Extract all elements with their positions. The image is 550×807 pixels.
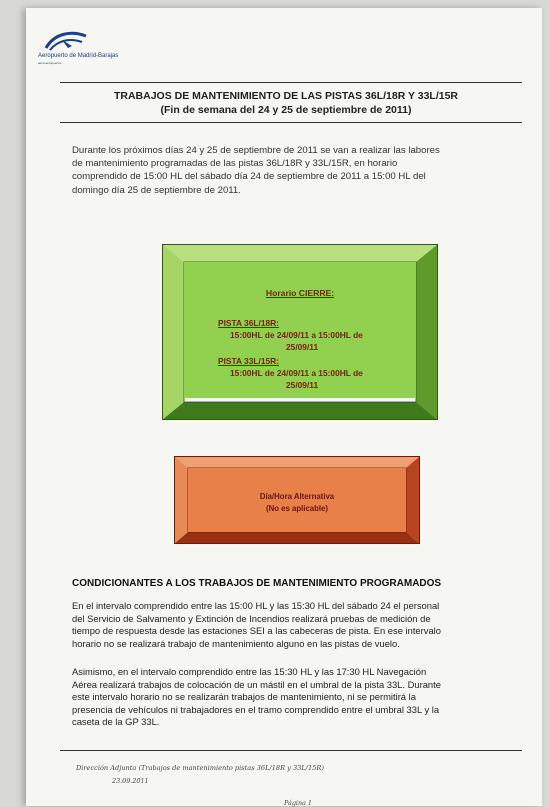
alternative-heading: Día/Hora Alternativa xyxy=(259,492,335,501)
runway1-time-line2: 25/09/11 xyxy=(286,342,319,352)
footer-date: 23.09.2011 xyxy=(112,777,149,785)
logo-subtext: aena aeropuertos xyxy=(38,61,62,65)
runway1-label: PISTA 36L/18R: xyxy=(218,318,279,328)
document-page xyxy=(26,8,542,806)
paragraph-line: este intervalo horario no se realizarán trabajos de mantenimiento, ni se permitirá la xyxy=(72,691,416,703)
conditions-paragraph-1 xyxy=(72,600,528,650)
footer-rule xyxy=(60,750,522,751)
paragraph-line: Aérea realizará trabajos de colocación de un mástil en el umbral de la pista 33L. Durante xyxy=(72,678,441,690)
page-number: Página 1 xyxy=(284,799,312,807)
paragraph-line: tiempo de respuesta desde las estaciones SEI a las cabeceras de pista. En ese intervalo xyxy=(72,625,441,637)
paragraph-line: caseta de la GP 33L. xyxy=(72,716,160,728)
document-subtitle: (Fin de semana del 24 y 25 de septiembre de 2011) xyxy=(160,104,412,116)
logo-text: Aeropuerto de Madrid-Barajas xyxy=(38,53,119,59)
runway2-label: PISTA 33L/15R: xyxy=(218,356,279,366)
intro-line: de mantenimiento programadas de las pistas 36L/18R y 33L/15R, en horario xyxy=(72,158,398,170)
paragraph-line: horario no se realizará trabajo de mantenimiento alguno en las pistas de vuelo. xyxy=(72,637,400,649)
aena-logo-icon xyxy=(44,28,88,54)
footer-note: Dirección Adjunta (Trabajos de mantenimiento pistas 36L/18R y 33L/15R) xyxy=(76,764,324,772)
alternative-box-face xyxy=(188,468,406,532)
closure-schedule-box xyxy=(162,244,438,420)
intro-line: Durante los próximos días 24 y 25 de septiembre de 2011 se van a realizar las labores xyxy=(72,145,440,156)
paragraph-line: En el intervalo comprendido entre las 15:00 HL y las 15:30 HL del sábado 24 el personal xyxy=(72,600,440,611)
intro-line: comprendido de 15:00 HL del sábado día 24 de septiembre de 2011 a 15:00 HL del xyxy=(72,171,426,183)
runway2-time-line2: 25/09/11 xyxy=(286,380,319,390)
runway2-time-line1: 15:00HL de 24/09/11 a 15:00HL de xyxy=(230,368,363,378)
paragraph-line: Asimismo, en el intervalo comprendido entre las 15:30 HL y las 17:30 HL Navegación xyxy=(72,666,427,677)
title-bottom-rule xyxy=(60,122,522,123)
airport-logo xyxy=(38,28,158,68)
paragraph-line: presencia de vehículos ni trabajadores en el tramo comprendido entre el umbral 33L y la xyxy=(72,703,440,715)
alternative-schedule-box xyxy=(174,456,420,544)
runway1-time-line1: 15:00HL de 24/09/11 a 15:00HL de xyxy=(230,330,363,340)
intro-paragraph xyxy=(72,144,512,197)
conditions-paragraph-2 xyxy=(72,666,528,729)
closure-heading: Horario CIERRE: xyxy=(265,288,335,298)
paragraph-line: del Servicio de Salvamento y Extinción de Incendios realizará pruebas de medición de xyxy=(72,612,431,624)
title-top-rule xyxy=(60,82,522,83)
conditions-title: CONDICIONANTES A LOS TRABAJOS DE MANTENIMIENTO PROGRAMADOS xyxy=(72,578,442,589)
document-title: TRABAJOS DE MANTENIMIENTO DE LAS PISTAS 36L/18R Y 33L/15R xyxy=(113,90,459,102)
intro-line: domingo día 25 de septiembre de 2011. xyxy=(72,184,241,196)
alternative-note: (No es aplicable) xyxy=(266,504,328,513)
closure-box-face xyxy=(184,262,416,398)
